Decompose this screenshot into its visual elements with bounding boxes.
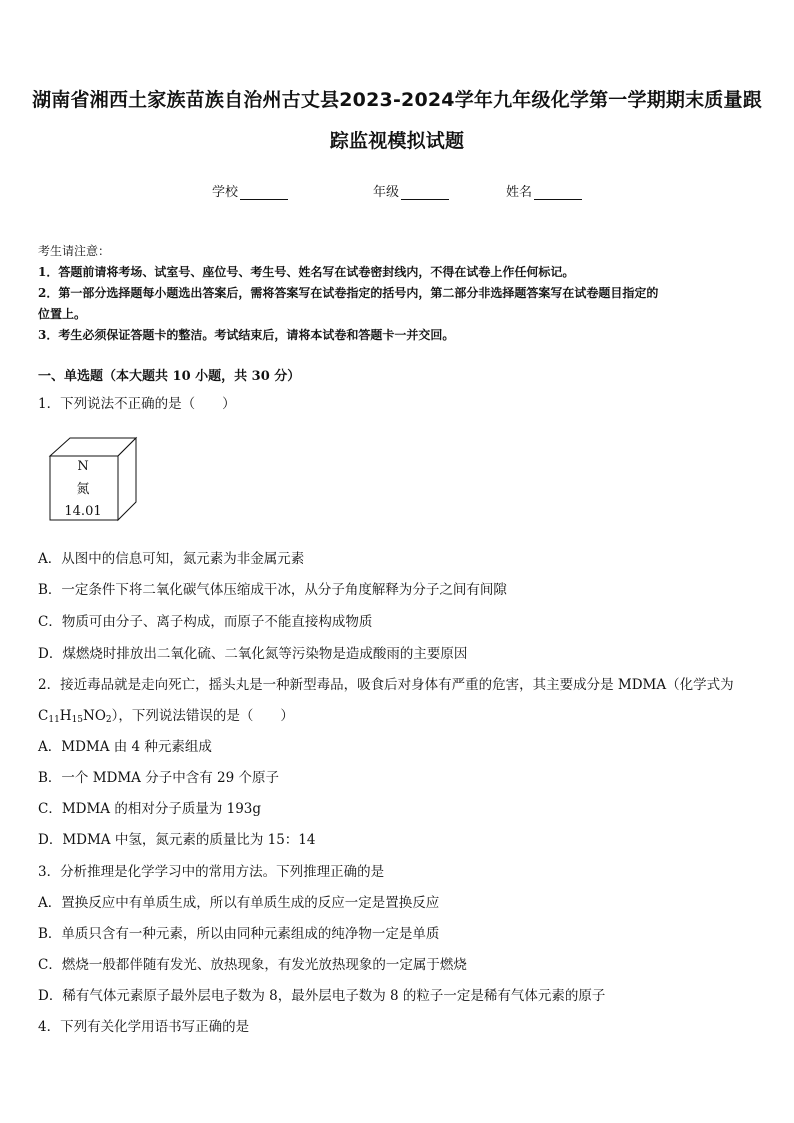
formula-c: C xyxy=(38,708,49,724)
question-2-stem-rest: ），下列说法错误的是（ ） xyxy=(111,708,294,724)
grade-field[interactable] xyxy=(373,181,449,200)
name-label: 姓名 xyxy=(506,185,533,200)
question-3-stem: 3．分析推理是化学学习中的常用方法。下列推理正确的是 xyxy=(38,864,385,880)
question-1-option-c: C．物质可由分子、离子构成，而原子不能直接构成物质 xyxy=(38,614,373,630)
notice-heading: 考生请注意： xyxy=(38,244,111,258)
page-title-line-1: 湖南省湘西土家族苗族自治州古丈县2023-2024学年九年级化学第一学期期末质量跟 xyxy=(32,89,762,111)
notice-item: 1．答题前请将考场、试室号、座位号、考生号、姓名写在试卷密封线内，不得在试卷上作任何标记。 xyxy=(38,265,575,279)
element-name: 氮 xyxy=(76,482,90,497)
page-title-line-2: 踪监视模拟试题 xyxy=(329,130,465,152)
school-blank[interactable] xyxy=(240,185,288,200)
formula-h: H xyxy=(59,708,72,724)
notice-item: 位置上。 xyxy=(38,307,87,321)
question-2-stem-line-1: 2．接近毒品就是走向死亡，摇头丸是一种新型毒品，吸食后对身体有严重的危害，其主要成分是 MDMA（化学式为 xyxy=(38,677,734,693)
formula-h-sub: 15 xyxy=(71,715,84,725)
question-1-option-a: A．从图中的信息可知，氮元素为非金属元素 xyxy=(38,551,305,567)
element-symbol: N xyxy=(77,459,89,474)
question-2-stem-line-2 xyxy=(38,706,762,726)
notice-item: 2．第一部分选择题每小题选出答案后，需将答案写在试卷指定的括号内，第二部分非选择题答案写在试卷题目指定的 xyxy=(38,286,659,300)
name-field[interactable] xyxy=(506,181,582,200)
question-2-option-c: C．MDMA 的相对分子质量为 193g xyxy=(38,801,262,817)
section-heading: 一、单选题（本大题共 10 小题，共 30 分） xyxy=(38,369,301,384)
notice-block xyxy=(38,241,760,346)
question-3-option-d: D．稀有气体元素原子最外层电子数为 8，最外层电子数为 8 的粒子一定是稀有气体元素的原子 xyxy=(38,988,606,1004)
question-1-option-b: B．一定条件下将二氧化碳气体压缩成干冰，从分子角度解释为分子之间有间隙 xyxy=(38,582,507,598)
grade-label: 年级 xyxy=(373,185,400,200)
question-3-option-c: C．燃烧一般都伴随有发光、放热现象，有发光放热现象的一定属于燃烧 xyxy=(38,957,467,973)
question-1-option-d: D．煤燃烧时排放出二氧化硫、二氧化氮等污染物是造成酸雨的主要原因 xyxy=(38,646,468,662)
student-info-row xyxy=(0,181,794,201)
question-2-option-a: A．MDMA 由 4 种元素组成 xyxy=(38,739,212,755)
name-blank[interactable] xyxy=(534,185,582,200)
school-field[interactable] xyxy=(212,181,288,200)
question-3-option-a: A．置换反应中有单质生成，所以有单质生成的反应一定是置换反应 xyxy=(38,895,440,911)
question-4-stem: 4．下列有关化学用语书写正确的是 xyxy=(38,1019,250,1035)
school-label: 学校 xyxy=(212,185,239,200)
question-2-option-b: B．一个 MDMA 分子中含有 29 个原子 xyxy=(38,770,279,786)
formula-no-sub: 2 xyxy=(105,715,112,725)
grade-blank[interactable] xyxy=(401,185,449,200)
element-mass: 14.01 xyxy=(64,504,102,519)
notice-item: 3．考生必须保证答题卡的整洁。考试结束后，请将本试卷和答题卡一并交回。 xyxy=(38,328,455,342)
formula-no: NO xyxy=(83,708,106,724)
question-3-option-b: B．单质只含有一种元素，所以由同种元素组成的纯净物一定是单质 xyxy=(38,926,440,942)
formula-c-sub: 11 xyxy=(48,715,60,725)
question-2-option-d: D．MDMA 中氢，氮元素的质量比为 15：14 xyxy=(38,832,316,848)
question-1-stem: 1．下列说法不正确的是（ ） xyxy=(38,396,236,412)
